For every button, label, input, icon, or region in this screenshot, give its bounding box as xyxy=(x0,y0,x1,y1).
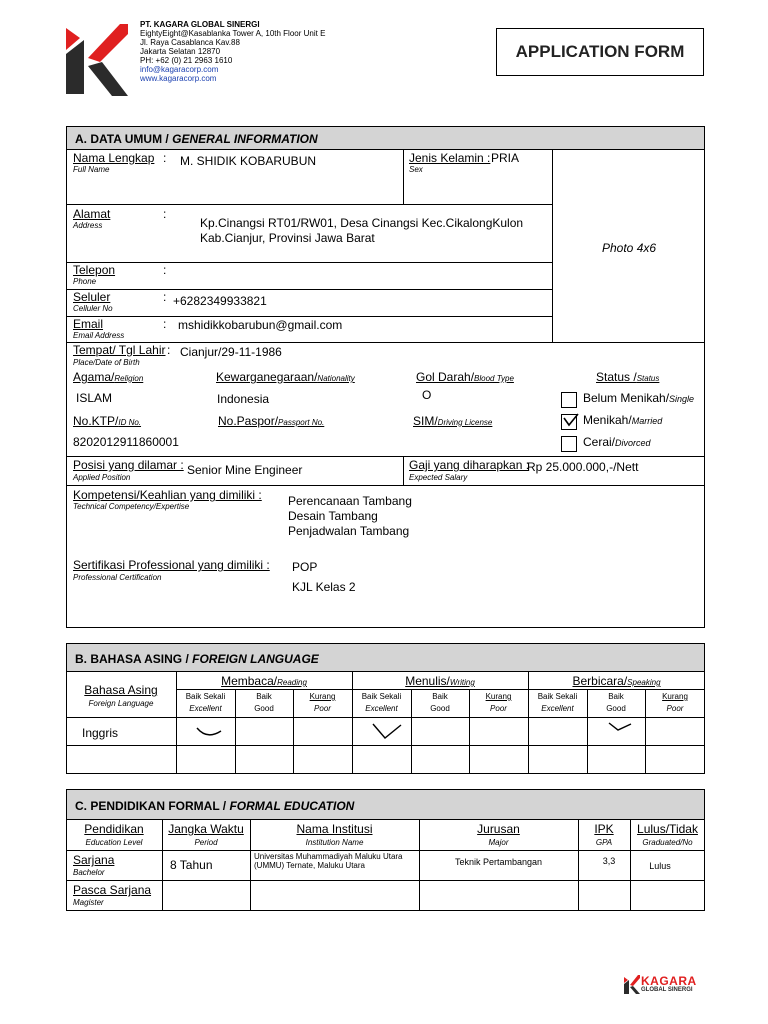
company-address-1: EightyEight@Kasablanka Tower A, 10th Floor Unit E xyxy=(140,29,326,38)
position-value[interactable]: Senior Mine Engineer xyxy=(187,463,303,477)
level-excellent-writing: Baik Sekali Excellent xyxy=(361,692,402,713)
form-title-box xyxy=(496,28,704,76)
nationality-label: Kewarganegaraan/Nationality xyxy=(216,370,355,384)
status-divorced-checkbox[interactable] xyxy=(561,436,577,452)
address-sublabel: Address xyxy=(73,221,103,230)
edu-row-1-major[interactable]: Teknik Pertambangan xyxy=(454,857,543,867)
address-label: Alamat xyxy=(73,207,111,221)
status-single-label: Belum Menikah/Single xyxy=(583,391,695,405)
section-c-title-en: FORMAL EDUCATION xyxy=(229,799,355,813)
religion-value[interactable]: ISLAM xyxy=(76,391,113,405)
photo-placeholder[interactable]: Photo 4x6 xyxy=(602,241,657,255)
position-label: Posisi yang dilamar : xyxy=(73,458,184,472)
salary-sublabel: Expected Salary xyxy=(409,473,468,482)
skill-reading-header: Membaca/Reading xyxy=(221,674,307,688)
phone-sublabel: Phone xyxy=(73,277,97,286)
footer-logo-text xyxy=(641,975,697,993)
skill-speaking-header: Berbicara/Speaking xyxy=(572,674,661,688)
full-name-label: Nama Lengkap xyxy=(73,151,155,165)
sex-sublabel: Sex xyxy=(409,165,423,174)
salary-label: Gaji yang diharapkan : xyxy=(409,458,530,472)
company-website-link[interactable]: www.kagaracorp.com xyxy=(140,74,217,83)
edu-row-2-level-en: Magister xyxy=(73,898,104,907)
edu-subheader-gpa: GPA xyxy=(595,838,613,847)
lang-col-subheader: Foreign Language xyxy=(88,699,154,708)
phone-label: Telepon xyxy=(73,263,116,277)
ktp-label: No.KTP/ID No. xyxy=(73,414,142,428)
edu-header-period: Jangka Waktu xyxy=(168,822,244,836)
edu-subheader-institution: Institution Name xyxy=(305,838,364,847)
edu-row-1-level: Sarjana xyxy=(73,853,115,867)
position-sublabel: Applied Position xyxy=(73,473,131,482)
edu-row-1-level-en: Bachelor xyxy=(73,868,105,877)
certification-item-1[interactable]: POP xyxy=(292,560,318,574)
birth-value[interactable]: Cianjur/29-11-1986 xyxy=(180,345,282,359)
sex-label: Jenis Kelamin : xyxy=(409,151,491,165)
company-phone: PH: +62 (0) 21 2963 1610 xyxy=(140,56,233,65)
blood-type-label: Gol Darah/Blood Type xyxy=(416,370,514,384)
level-good-writing: Baik Good xyxy=(430,692,450,713)
certification-sublabel: Professional Certification xyxy=(73,573,162,582)
level-poor-writing: Kurang Poor xyxy=(485,692,512,713)
level-excellent-speaking: Baik Sekali Excellent xyxy=(537,692,578,713)
mobile-sublabel: Celluler No xyxy=(73,304,113,313)
company-email-link[interactable]: info@kagaracorp.com xyxy=(140,65,219,74)
check-mark-icon xyxy=(562,413,580,429)
passport-label: No.Paspor/Passport No. xyxy=(218,414,325,428)
footer-logo-icon xyxy=(624,975,640,995)
company-name: PT. KAGARA GLOBAL SINERGI xyxy=(140,20,260,29)
section-b-header xyxy=(66,643,705,672)
status-married-label: Menikah/Married xyxy=(583,413,663,427)
status-divorced-label: Cerai/Divorced xyxy=(583,435,651,449)
birth-label: Tempat/ Tgl Lahir xyxy=(73,343,166,357)
edu-row-2-level: Pasca Sarjana xyxy=(73,883,152,897)
certification-item-2[interactable]: KJL Kelas 2 xyxy=(292,580,356,594)
edu-header-graduated: Lulus/Tidak xyxy=(637,822,698,836)
blood-type-value[interactable]: O xyxy=(422,388,432,402)
language-row-1-name[interactable]: Inggris xyxy=(82,726,119,740)
level-excellent-reading: Baik Sekali Excellent xyxy=(185,692,226,713)
reading-excellent-mark-icon[interactable] xyxy=(194,724,224,740)
section-a-header xyxy=(66,126,705,150)
writing-excellent-mark-icon[interactable] xyxy=(370,721,404,743)
competency-item-1[interactable]: Perencanaan Tambang xyxy=(288,494,412,508)
competency-label: Kompetensi/Keahlian yang dimiliki : xyxy=(73,488,262,502)
skill-writing-header: Menulis/Writing xyxy=(405,674,475,688)
edu-subheader-graduated: Graduated/No xyxy=(642,838,693,847)
edu-row-1-gpa[interactable]: 3,3 xyxy=(602,856,616,866)
full-name-value[interactable]: M. SHIDIK KOBARUBUN xyxy=(180,154,317,168)
level-good-reading: Baik Good xyxy=(254,692,274,713)
birth-sublabel: Place/Date of Birth xyxy=(73,358,140,367)
edu-subheader-period: Period xyxy=(194,838,218,847)
sex-value[interactable]: PRIA xyxy=(491,151,520,165)
form-title: APPLICATION FORM xyxy=(515,42,685,61)
sim-label: SIM/Driving License xyxy=(413,414,493,428)
competency-item-2[interactable]: Desain Tambang xyxy=(288,509,378,523)
mobile-value[interactable]: +6282349933821 xyxy=(173,294,267,308)
level-poor-speaking: Kurang Poor xyxy=(662,692,688,713)
religion-label: Agama/Religion xyxy=(73,370,144,384)
speaking-good-mark-icon[interactable] xyxy=(606,720,634,734)
email-sublabel: Email Address xyxy=(73,331,125,340)
mobile-label: Seluler xyxy=(73,290,111,304)
section-b-title-id: B. BAHASA ASING / xyxy=(75,652,193,666)
company-address-2: Jl. Raya Casablanca Kav.88 xyxy=(140,38,240,47)
section-c-header xyxy=(66,789,705,820)
email-value[interactable]: mshidikkobarubun@gmail.com xyxy=(178,318,343,332)
ktp-value[interactable]: 8202012911860001 xyxy=(73,435,179,449)
edu-header-level: Pendidikan xyxy=(84,822,144,836)
section-c-title-id: C. PENDIDIKAN FORMAL / xyxy=(75,799,230,813)
full-name-sublabel: Full Name xyxy=(73,165,110,174)
edu-row-1-institution[interactable]: Universitas Muhammadiyah Maluku Utara (UMMU) Ternate, Maluku Utara xyxy=(254,852,403,870)
address-value-line2[interactable]: Kab.Cianjur, Provinsi Jawa Barat xyxy=(200,231,375,245)
edu-row-1-period[interactable]: 8 Tahun xyxy=(170,858,213,872)
edu-subheader-major: Major xyxy=(488,838,509,847)
edu-subheader-level: Education Level xyxy=(85,838,143,847)
section-b-title-en: FOREIGN LANGUAGE xyxy=(192,652,319,666)
edu-header-major: Jurusan xyxy=(477,822,520,836)
section-a-title-en: GENERAL INFORMATION xyxy=(172,132,318,146)
status-label: Status /Status xyxy=(596,370,660,384)
company-info xyxy=(140,20,325,83)
level-good-speaking: Baik Good xyxy=(606,692,626,713)
edu-header-gpa: IPK xyxy=(594,822,614,836)
footer-logo-main: KAGARA xyxy=(641,974,697,988)
status-single-checkbox[interactable] xyxy=(561,392,577,408)
address-value-line1[interactable]: Kp.Cinangsi RT01/RW01, Desa Cinangsi Kec.CikalongKulon xyxy=(200,216,524,230)
salary-value[interactable]: Rp 25.000.000,-/Nett xyxy=(527,460,639,474)
level-poor-reading: Kurang Poor xyxy=(309,692,336,713)
competency-item-3[interactable]: Penjadwalan Tambang xyxy=(288,524,410,538)
nationality-value[interactable]: Indonesia xyxy=(217,392,270,406)
email-label: Email xyxy=(73,317,104,331)
edu-header-institution: Nama Institusi xyxy=(296,822,373,836)
company-address-3: Jakarta Selatan 12870 xyxy=(140,47,221,56)
certification-label: Sertifikasi Professional yang dimiliki : xyxy=(73,558,270,572)
competency-sublabel: Technical Competency/Expertise xyxy=(73,502,190,511)
lang-col-header: Bahasa Asing xyxy=(84,683,158,697)
footer-logo-sub: GLOBAL SINERGI xyxy=(641,987,693,993)
company-logo-icon xyxy=(66,22,130,98)
edu-row-1-graduated[interactable]: Lulus xyxy=(649,861,671,871)
section-a-title-id: A. DATA UMUM / xyxy=(75,132,173,146)
